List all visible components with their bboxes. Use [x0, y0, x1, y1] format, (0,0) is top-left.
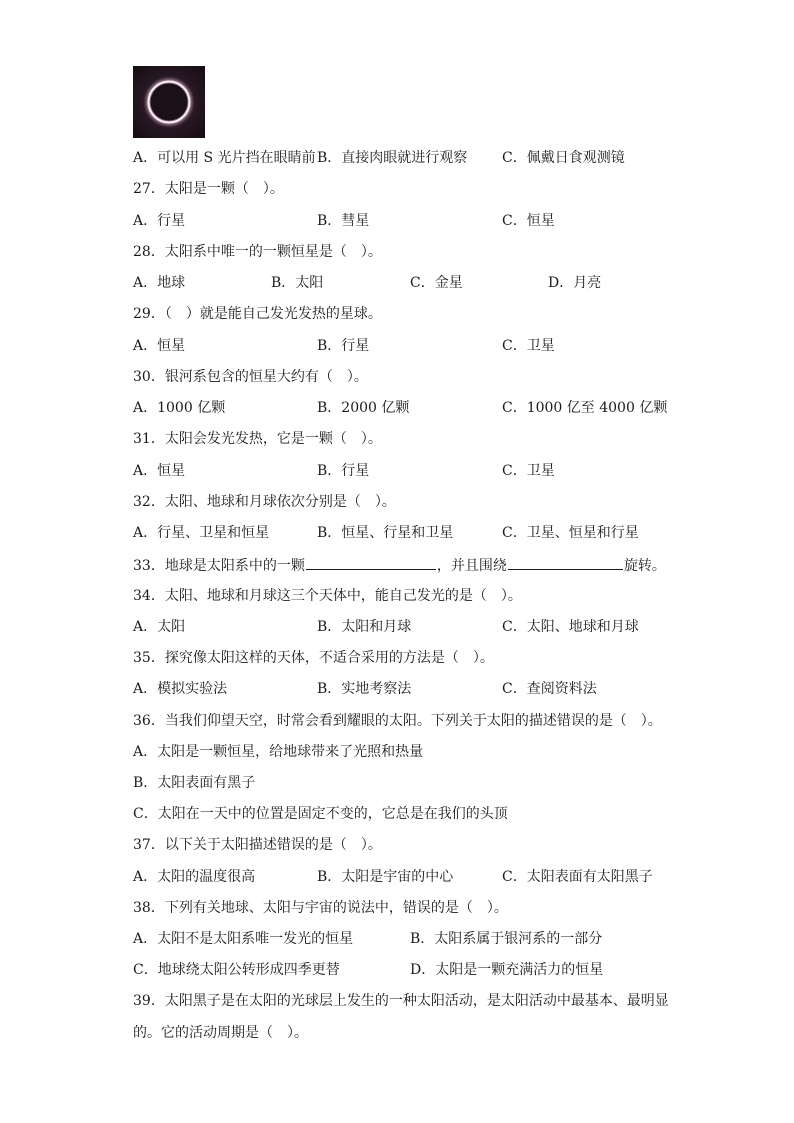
q35-option-b[interactable]: B．实地考察法 — [317, 681, 412, 697]
q26-option-c[interactable]: C．佩戴日食观测镜 — [502, 150, 625, 166]
q35-stem: 35．探究像太阳这样的天体，不适合采用的方法是（ ）。 — [133, 650, 494, 666]
q33-text-part1: 33．地球是太阳系中的一颗 — [133, 558, 305, 574]
q38-option-d[interactable]: D．太阳是一颗充满活力的恒星 — [410, 962, 604, 978]
eclipse-ring-icon — [133, 66, 205, 138]
q37-option-b[interactable]: B．太阳是宇宙的中心 — [317, 869, 454, 885]
q30-option-c[interactable]: C．1000 亿至 4000 亿颗 — [502, 400, 668, 416]
q31-stem: 31．太阳会发光发热，它是一颗（ ）。 — [133, 431, 382, 447]
q37-option-c[interactable]: C．太阳表面有太阳黑子 — [502, 869, 653, 885]
q27-option-a[interactable]: A．行星 — [133, 213, 186, 229]
q38-stem: 38．下列有关地球、太阳与宇宙的说法中，错误的是（ ）。 — [133, 900, 508, 916]
q31-option-a[interactable]: A．恒星 — [133, 463, 186, 479]
q36-stem: 36．当我们仰望天空，时常会看到耀眼的太阳。下列关于太阳的描述错误的是（ ）。 — [133, 713, 662, 729]
q35-option-a[interactable]: A．模拟实验法 — [133, 681, 228, 697]
q28-stem: 28．太阳系中唯一的一颗恒星是（ ）。 — [133, 244, 382, 260]
q26-option-b[interactable]: B．直接肉眼就进行观察 — [317, 150, 468, 166]
q28-option-d[interactable]: D．月亮 — [548, 275, 602, 291]
q36-option-c[interactable]: C．太阳在一天中的位置是固定不变的，它总是在我们的头顶 — [133, 806, 508, 822]
q32-option-c[interactable]: C．卫星、恒星和行星 — [502, 525, 639, 541]
q30-stem: 30．银河系包含的恒星大约有（ ）。 — [133, 369, 368, 385]
q33-blank-2[interactable] — [508, 554, 623, 570]
q38-option-c[interactable]: C．地球绕太阳公转形成四季更替 — [133, 962, 340, 978]
q31-option-b[interactable]: B．行星 — [317, 463, 370, 479]
q29-option-a[interactable]: A．恒星 — [133, 338, 186, 354]
q30-option-a[interactable]: A．1000 亿颗 — [133, 400, 226, 416]
q27-option-b[interactable]: B．彗星 — [317, 213, 370, 229]
q34-option-c[interactable]: C．太阳、地球和月球 — [502, 619, 639, 635]
q39-stem-line2: 的。它的活动周期是（ ）。 — [133, 1025, 308, 1041]
q39-stem-line1: 39．太阳黑子是在太阳的光球层上发生的一种太阳活动，是太阳活动中最基本、最明显 — [133, 993, 669, 1009]
q34-option-a[interactable]: A．太阳 — [133, 619, 186, 635]
q31-option-c[interactable]: C．卫星 — [502, 463, 555, 479]
q28-option-b[interactable]: B．太阳 — [271, 275, 324, 291]
q28-option-c[interactable]: C．金星 — [410, 275, 463, 291]
q33-stem — [133, 554, 666, 576]
q29-stem: 29．（ ）就是能自己发光发热的星球。 — [133, 306, 382, 322]
q35-option-c[interactable]: C．查阅资料法 — [502, 681, 597, 697]
q34-option-b[interactable]: B．太阳和月球 — [317, 619, 412, 635]
q29-option-b[interactable]: B．行星 — [317, 338, 370, 354]
q38-option-a[interactable]: A．太阳不是太阳系唯一发光的恒星 — [133, 931, 354, 947]
q38-option-b[interactable]: B．太阳系属于银河系的一部分 — [410, 931, 603, 947]
q34-stem: 34．太阳、地球和月球这三个天体中，能自己发光的是（ ）。 — [133, 588, 522, 604]
q30-option-b[interactable]: B．2000 亿颗 — [317, 400, 410, 416]
q33-text-part3: 旋转。 — [623, 558, 666, 574]
q32-option-a[interactable]: A．行星、卫星和恒星 — [133, 525, 270, 541]
q28-option-a[interactable]: A．地球 — [133, 275, 186, 291]
q32-stem: 32．太阳、地球和月球依次分别是（ ）。 — [133, 494, 396, 510]
q26-option-a[interactable]: A．可以用 S 光片挡在眼睛前 — [133, 150, 316, 166]
q27-option-c[interactable]: C．恒星 — [502, 213, 555, 229]
q36-option-b[interactable]: B．太阳表面有黑子 — [133, 775, 256, 791]
q33-blank-1[interactable] — [306, 554, 436, 570]
q29-option-c[interactable]: C．卫星 — [502, 338, 555, 354]
q37-stem: 37．以下关于太阳描述错误的是（ ）。 — [133, 837, 382, 853]
q33-text-part2: ，并且围绕 — [436, 558, 507, 574]
solar-eclipse-image — [133, 66, 205, 138]
q37-option-a[interactable]: A．太阳的温度很高 — [133, 869, 256, 885]
q32-option-b[interactable]: B．恒星、行星和卫星 — [317, 525, 454, 541]
q36-option-a[interactable]: A．太阳是一颗恒星，给地球带来了光照和热量 — [133, 744, 424, 760]
q27-stem: 27．太阳是一颗（ ）。 — [133, 181, 284, 197]
